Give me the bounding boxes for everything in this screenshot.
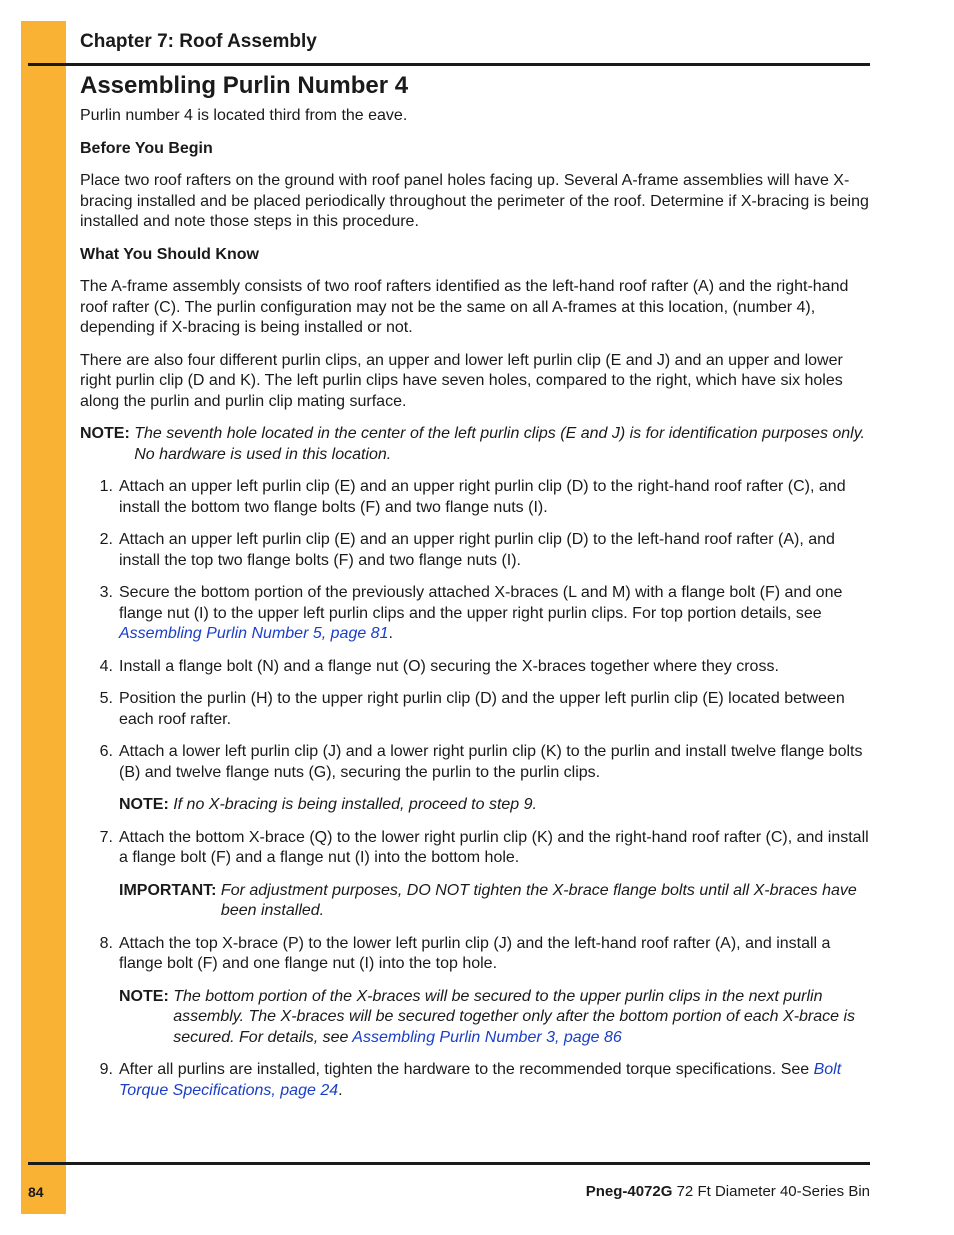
step-number: 4. xyxy=(99,657,113,675)
page-number: 84 xyxy=(28,1184,44,1200)
note-text: The seventh hole located in the center of the left purlin clips (E and J) is for identification purposes only. No hardware is used in this location. xyxy=(134,425,865,463)
intro-paragraph: Purlin number 4 is located third from the eave. xyxy=(80,107,408,124)
footer-rule xyxy=(28,1162,870,1165)
step-item xyxy=(80,657,870,678)
step-text: Attach a lower left purlin clip (J) and a lower right purlin clip (K) to the purlin and install twelve flange bolts (B) and twelve flange nuts (G), securing the purlin to the purlin clips. xyxy=(119,743,863,781)
step-number: 5. xyxy=(99,690,113,707)
header-rule xyxy=(28,63,870,66)
step-number: 9. xyxy=(99,1061,113,1078)
step-number: 2. xyxy=(99,531,113,548)
step-text xyxy=(119,583,870,645)
step-text: Attach an upper left purlin clip (E) and an upper right purlin clip (D) to the left-hand roof rafter (A), and install the top two flange bolts (F) and two flange nuts (I). xyxy=(119,531,835,569)
step-6-note xyxy=(119,795,870,816)
step-text-body: Secure the bottom portion of the previously attached X-braces (L and M) with a flange bolt (F) and one flange nut (I) to the upper left purlin clips and the upper right purlin clips. For top portion details, see xyxy=(119,584,843,622)
know-heading: What You Should Know xyxy=(80,245,259,263)
know-paragraph-2: There are also four different purlin clips, an upper and lower left purlin clip (E and J) and an upper and lower right purlin clip (D and K). The left purlin clips have seven holes, compared to the right, which have six holes along the purlin and purlin clip mating surface. xyxy=(80,351,843,410)
xref-link-purlin-5[interactable]: Assembling Purlin Number 5, page 81 xyxy=(119,625,389,642)
step-item xyxy=(80,934,870,975)
step-text: Attach the top X-brace (P) to the lower left purlin clip (J) and the left-hand roof rafter (A), and install a flange bolt (F) and one flange nut (I) into the top hole. xyxy=(119,934,831,972)
step-number: 8. xyxy=(99,934,113,952)
sidebar-color-band xyxy=(21,21,66,1214)
step-item xyxy=(80,828,870,869)
step-item xyxy=(80,689,870,730)
step-item xyxy=(80,477,870,518)
document-reference xyxy=(586,1183,870,1200)
step-item xyxy=(80,742,870,783)
step-text: Attach an upper left purlin clip (E) and an upper right purlin clip (D) to the right-hand roof rafter (C), and install the bottom two flange bolts (F) and two flange nuts (I). xyxy=(119,478,846,516)
page-title: Assembling Purlin Number 4 xyxy=(80,72,409,99)
step-8-note xyxy=(119,987,870,1049)
step-text: Position the purlin (H) to the upper right purlin clip (D) and the upper left purlin clip (E) located between each roof rafter. xyxy=(119,690,845,728)
note-label: NOTE: xyxy=(119,796,174,813)
note-text: If no X-bracing is being installed, proceed to step 9. xyxy=(173,796,537,813)
step-item xyxy=(80,583,870,645)
before-paragraph: Place two roof rafters on the ground with roof panel holes facing up. Several A-frame assemblies will have X-bracing installed and be placed periodically throughout the perimeter of the roof. Determine if X-bracing is being installed and note those steps in this procedure. xyxy=(80,172,869,230)
step-number: 1. xyxy=(99,478,113,495)
note-label: NOTE: xyxy=(80,425,135,442)
note-label: NOTE: xyxy=(119,987,174,1005)
step-number: 3. xyxy=(99,584,113,601)
note-text-body: The bottom portion of the X-braces will be secured to the upper purlin clips in the next purlin assembly. The X-braces will be secured together only after the bottom portion of each X-brace is secured. For details, see xyxy=(173,987,856,1046)
important-text: For adjustment purposes, DO NOT tighten the X-brace flange bolts until all X-braces have been installed. xyxy=(220,881,857,919)
know-paragraph-1: The A-frame assembly consists of two roof rafters identified as the left-hand roof rafter (A) and the right-hand roof rafter (C). The purlin configuration may not be the same on all A-frames at this location, (number 4), depending if X-bracing is being installed or not. xyxy=(80,278,849,336)
step-text xyxy=(119,1060,870,1101)
step-text-body: After all purlins are installed, tighten the hardware to the recommended torque specifications. See xyxy=(119,1061,814,1078)
step-item xyxy=(80,1060,870,1101)
steps-list xyxy=(80,477,870,783)
doc-title: 72 Ft Diameter 40-Series Bin xyxy=(672,1183,870,1200)
page-content xyxy=(80,72,870,1113)
before-heading: Before You Begin xyxy=(80,139,213,157)
step-text: Install a flange bolt (N) and a flange nut (O) securing the X-braces together where they cross. xyxy=(119,657,779,675)
step-text-end: . xyxy=(338,1081,343,1099)
steps-list-continued xyxy=(80,934,870,975)
step-text-end: . xyxy=(388,625,393,642)
step-number: 7. xyxy=(99,828,113,846)
steps-list-continued xyxy=(80,1060,870,1101)
note-block xyxy=(80,424,870,465)
step-text: Attach the bottom X-brace (Q) to the lower right purlin clip (K) and the right-hand roof rafter (C), and install a flange bolt (F) and a flange nut (I) into the bottom hole. xyxy=(119,828,869,866)
chapter-header: Chapter 7: Roof Assembly xyxy=(80,31,317,52)
xref-link-purlin-3[interactable]: Assembling Purlin Number 3, page 86 xyxy=(352,1028,622,1046)
step-item xyxy=(80,530,870,571)
important-label: IMPORTANT: xyxy=(119,881,221,899)
doc-id: Pneg-4072G xyxy=(585,1183,673,1200)
step-number: 6. xyxy=(99,743,113,760)
step-7-important xyxy=(119,881,870,922)
note-text xyxy=(173,987,870,1049)
xref-link-bolt-torque[interactable]: Bolt Torque Specifications, page 24 xyxy=(119,1061,842,1099)
steps-list-continued xyxy=(80,828,870,869)
